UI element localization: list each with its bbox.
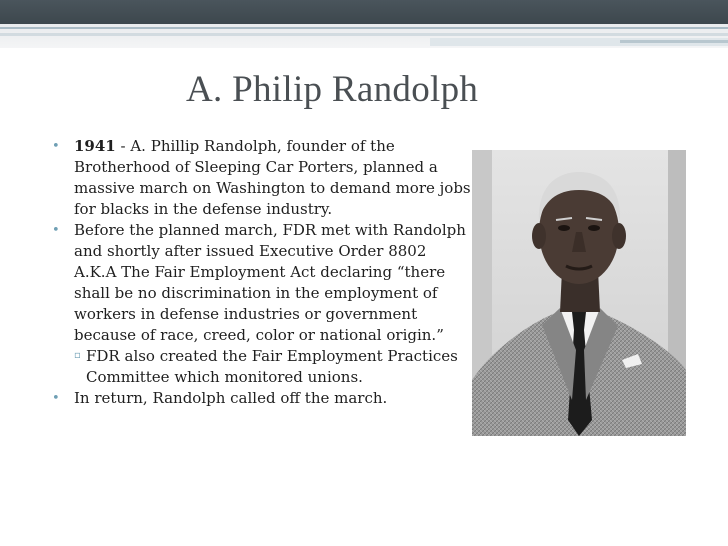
decorative-stripe	[0, 27, 728, 29]
bullet-dot-icon: •	[52, 391, 60, 406]
slide-title: A. Philip Randolph	[186, 69, 479, 110]
bullet-dot-icon: •	[52, 223, 60, 238]
portrait-photo	[472, 150, 686, 436]
top-bar	[0, 0, 728, 24]
bullet-text: - A. Phillip Randolph, founder of the Brotherhood of Sleeping Car Porters, planned a massive march on Washington to demand more jobs for blacks in the defense industry.	[74, 137, 471, 218]
portrait-illustration	[472, 150, 686, 436]
decorative-stripe	[620, 40, 728, 43]
bullet-dot-icon: •	[52, 139, 60, 154]
bullet-item	[52, 220, 472, 346]
bullet-item	[52, 136, 472, 220]
bullet-text: Before the planned march, FDR met with Randolph and shortly after issued Executive Order 8802 A.K.A The Fair Employment Act declaring “there shall be no discrimination in the employment of workers in defense industries or government because of race, creed, color or national origin.”	[74, 221, 466, 344]
sub-bullet-text: FDR also created the Fair Employment Practices Committee which monitored unions.	[86, 347, 458, 386]
decorative-stripe	[0, 33, 728, 36]
bullet-text: In return, Randolph called off the march.	[74, 389, 388, 407]
bullet-year: 1941	[74, 137, 116, 155]
sub-bullet-square-icon: ▫	[74, 350, 81, 361]
sub-bullet-item	[52, 346, 472, 388]
slide-body	[52, 136, 472, 409]
bullet-item	[52, 388, 472, 409]
